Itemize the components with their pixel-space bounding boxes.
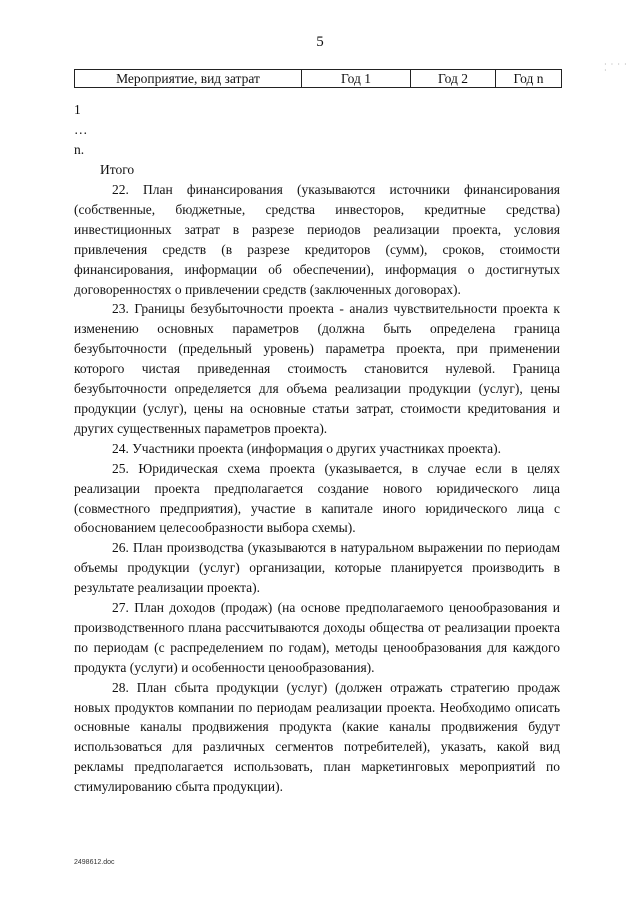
document-code: 2498612.doc <box>74 859 115 866</box>
margin-mark: · · · · · <box>604 60 628 75</box>
row-label-n: n. <box>74 142 85 157</box>
header-cell-year1: Год 1 <box>302 70 411 88</box>
header-cell-activity: Мероприятие, вид затрат <box>75 70 302 88</box>
row-label-ellipsis: … <box>74 122 88 137</box>
table-rows <box>74 100 134 180</box>
table-header-row <box>75 70 562 88</box>
paragraph-23: 23. Границы безубыточности проекта - анализ чувствительности проекта к изменению основных параметров (должна быть определена граница безубыточности (предельный уровень) параметра проекта, при применении которого чистая приведенная стоимость становится нулевой. Граница безубыточности определяется для объема реализации продукции (услуг), цены продукции (услуг), цены на основные статьи затрат, стоимости кредитования и других существенных параметров проекта). <box>74 301 560 436</box>
paragraph-25: 25. Юридическая схема проекта (указывается, в случае если в целях реализации проекта предполагается создание нового юридического лица (совместного предприятия), участие в капитале иного юридического лица с обоснованием целесообразности выбора схемы). <box>74 460 560 536</box>
paragraph-24: 24. Участники проекта (информация о других участниках проекта). <box>112 440 501 456</box>
document-body <box>74 180 560 797</box>
paragraph-27: 27. План доходов (продаж) (на основе предполагаемого ценообразования и производственного плана рассчитываются доходы общества от реализации проекта по периодам (с распределением по годам), методы ценообразования для каждого продукта (услуги) и особенности ценообразования). <box>74 600 560 675</box>
paragraph-26: 26. План производства (указываются в натуральном выражении по периодам объемы продукции (услуг) организации, которые планируется производить в результате реализации проекта). <box>74 540 560 596</box>
row-label-1: 1 <box>74 102 81 117</box>
page-number: 5 <box>316 34 324 50</box>
row-label-total: Итого <box>100 162 135 177</box>
cost-table <box>74 69 562 88</box>
paragraph-28: 28. План сбыта продукции (услуг) (должен отражать стратегию продаж новых продуктов компании по периодам реализации проекта. Необходимо описать основные каналы продвижения продукта (какие каналы продвижения будут использоваться для различных сегментов потребителей), указать, какой вид рекламы предполагается использовать, план маркетинговых мероприятий по стимулированию сбыта продукции). <box>74 679 560 795</box>
paragraph-22: 22. План финансирования (указываются источники финансирования (собственные, бюджетные, средства инвесторов, кредитные средства) инвестиционных затрат в разрезе периодов реализации проекта, условия привлечения средств (в разрезе кредиторов (сумм), сроков, стоимости финансирования, информации об обеспечении), информация о достигнутых договоренностях о привлечении средств (заключенных договорах). <box>74 182 560 297</box>
header-cell-year2: Год 2 <box>411 70 496 88</box>
header-cell-yearn: Год n <box>496 70 562 88</box>
